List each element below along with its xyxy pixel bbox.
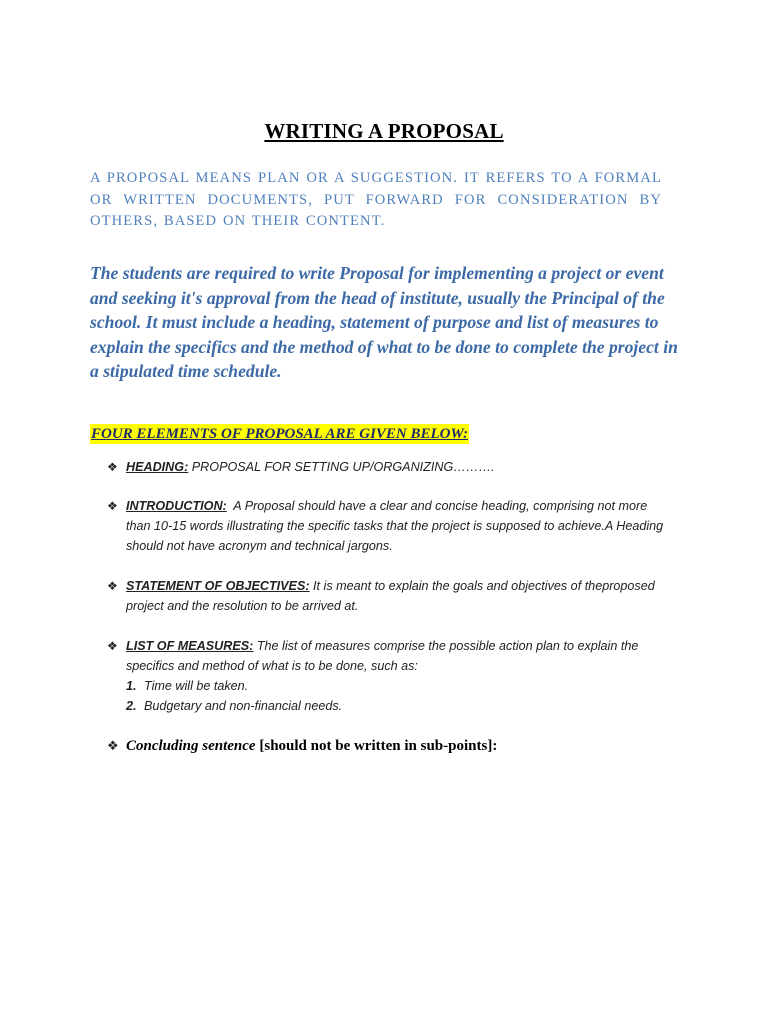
sub-item-text: Budgetary and non-financial needs. <box>144 699 343 713</box>
sub-list-item <box>126 696 671 716</box>
sub-item-text: Time will be taken. <box>144 679 249 693</box>
item-label: STATEMENT OF OBJECTIVES: <box>126 579 310 593</box>
item-text: It is meant to explain the goals and objectives of theproposed project and the resolution to be arrived at. <box>126 579 655 613</box>
diamond-bullet-icon: ❖ <box>107 579 118 593</box>
concluding-label: Concluding sentence <box>126 738 256 754</box>
concluding-text: [should not be written in sub-points]: <box>255 738 498 754</box>
instructions-paragraph: The students are required to write Proposal for implementing a project or event and seeking it's approval from the head of institute, usually the Principal of the school. It must include a heading, statement of purpose and list of measures to explain the specifics and the method of what to be done to complete the project in a stipulated time schedule. <box>90 263 678 382</box>
page-title: WRITING A PROPOSAL <box>264 119 504 143</box>
diamond-bullet-icon: ❖ <box>107 460 118 474</box>
sub-list-item <box>126 676 671 696</box>
item-text: The list of measures comprise the possible action plan to explain the specifics and method of what is to be done, such as: <box>126 639 639 673</box>
diamond-bullet-icon: ❖ <box>107 639 118 653</box>
definition-paragraph: A PROPOSAL MEANS PLAN OR A SUGGESTION. IT REFERS TO A FORMAL OR WRITTEN DOCUMENTS, PUT FORWARD FOR CONSIDERATION BY OTHERS, BASED ON THEIR CONTENT. <box>90 170 662 229</box>
sub-item-number: 2. <box>126 699 137 713</box>
diamond-bullet-icon: ❖ <box>107 738 119 753</box>
elements-heading: FOUR ELEMENTS OF PROPOSAL ARE GIVEN BELOW: <box>91 426 469 442</box>
sub-item-number: 1. <box>126 679 137 693</box>
item-text: A Proposal should have a clear and concise heading, comprising not more than 10-15 words illustrating the specific tasks that the project is supposed to achieve.A Heading should not have acronym and technical jargons. <box>126 499 667 553</box>
item-label: HEADING: <box>126 460 189 474</box>
item-label: LIST OF MEASURES: <box>126 639 254 653</box>
item-text: PROPOSAL FOR SETTING UP/ORGANIZING………. <box>188 460 495 474</box>
diamond-bullet-icon: ❖ <box>107 499 118 513</box>
item-label: INTRODUCTION: <box>126 499 227 513</box>
